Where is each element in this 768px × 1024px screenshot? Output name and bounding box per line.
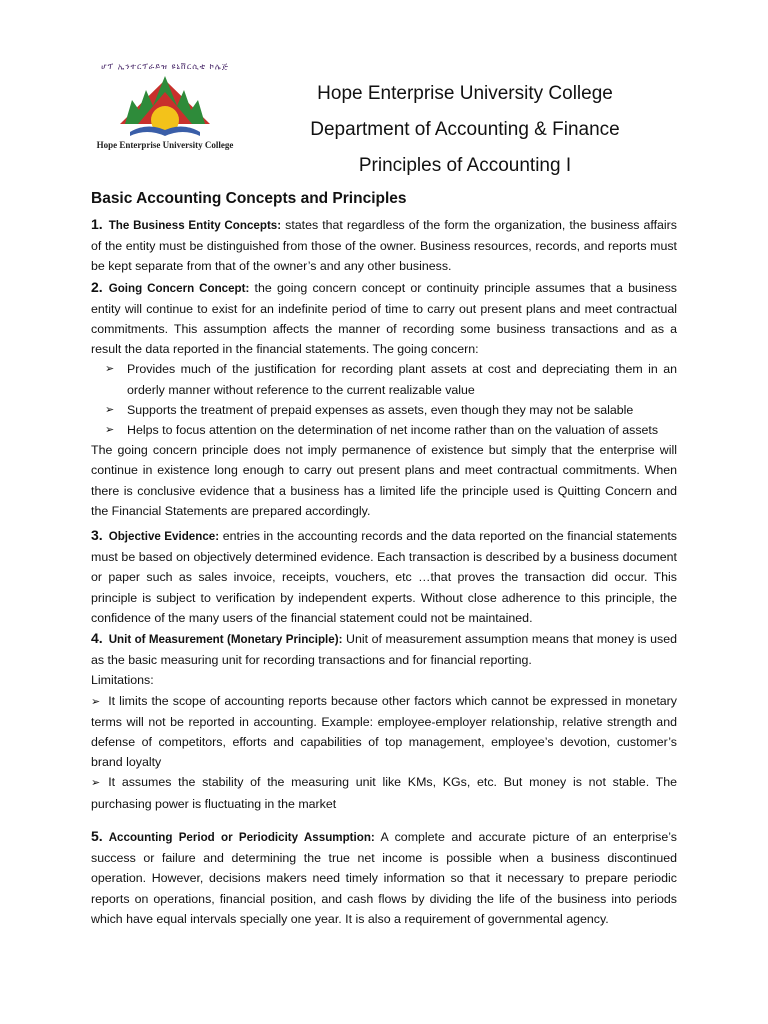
concept-unit-of-measurement xyxy=(91,628,677,670)
item-term: Accounting Period or Periodicity Assumption: xyxy=(108,830,375,844)
logo-arc-text: ሆፕ ኢንተርፕራይዝ ዩኒቨርሲቲ ኮሌጅ xyxy=(101,62,229,71)
arrow-bullet-icon: ➢ xyxy=(105,403,115,416)
concept-accounting-period xyxy=(91,826,677,929)
list-item xyxy=(105,359,677,399)
document-body xyxy=(91,188,677,929)
list-item xyxy=(105,420,677,440)
college-logo xyxy=(90,62,240,158)
concept-business-entity xyxy=(91,214,677,277)
item-term: Unit of Measurement (Monetary Principle): xyxy=(108,633,343,647)
bullet-text: Supports the treatment of prepaid expenses as assets, even though they may not be salable xyxy=(127,402,634,417)
item-text: entries in the accounting records and the data reported on the financial statements must be based on objectively determined evidence. Each transaction is described by a business document or paper such as sales invoice, receipts, vouchers, etc …that proves the transaction did occur. This principle is subject to verification by independent experts. Without close adherence to this principle, the confidence of the many users of the financial statement could not be maintained. xyxy=(91,529,677,625)
section-title: Basic Accounting Concepts and Principles xyxy=(91,190,407,207)
item-term: The Business Entity Concepts: xyxy=(108,219,282,232)
list-item xyxy=(105,400,677,420)
arrow-bullet-icon: ➢ xyxy=(91,695,101,708)
bullet-text: Provides much of the justification for recording plant assets at cost and depreciating them in an orderly manner without reference to the current realizable value xyxy=(127,362,677,397)
item-text: the going concern concept or continuity principle assumes that a business entity will continue to exist for an indefinite period of time to carry out present plans and meet contractual commitments. This assumption affects the manner of recording some business transactions and as a result the data reported in the financial statements. The going concern: xyxy=(91,280,677,357)
limitation-item xyxy=(91,772,677,813)
limitation-item xyxy=(91,691,677,773)
document-header xyxy=(250,76,680,184)
item-text: Unit of measurement assumption means that money is used as the basic measuring unit for recording transactions and for financial reporting. xyxy=(91,632,677,668)
arrow-bullet-icon: ➢ xyxy=(105,424,115,437)
item-number: 1. xyxy=(91,216,103,232)
item-number: 2. xyxy=(91,278,103,295)
item-number: 3. xyxy=(91,527,103,544)
logo-caption: Hope Enterprise University College xyxy=(96,140,234,150)
college-name: Hope Enterprise University College xyxy=(317,83,613,104)
logo-emblem-icon xyxy=(90,62,240,142)
item-term: Objective Evidence: xyxy=(108,530,220,544)
concept-objective-evidence xyxy=(91,525,677,628)
limitation-text: It limits the scope of accounting reports because other factors which cannot be expressed in monetary terms will not be reported in accounting. Example: employee-employer relationship, relative strength and defense of competitors, efforts and capabilities of top management, employee’s devotion, customer’s brand loyalty xyxy=(91,693,677,770)
going-concern-bullets xyxy=(91,359,677,440)
item-number: 4. xyxy=(91,630,103,647)
limitation-text: It assumes the stability of the measuring unit like KMs, KGs, etc. But money is not stable. The purchasing power is fluctuating in the market xyxy=(91,775,677,811)
arrow-bullet-icon: ➢ xyxy=(105,363,115,376)
going-concern-note: The going concern principle does not imply permanence of existence but simply that the enterprise will continue in existence long enough to carry out present plans and meet contractual commitments. When there is conclusive evidence that a business has a limited life the principle used is Quitting Concern and the Financial Statements are prepared accordingly. xyxy=(91,443,677,518)
item-text: A complete and accurate picture of an enterprise’s success or failure and determining the true net income is possible when a business discontinued operation. However, decisions makers need timely information so that it necessary to prepare periodic reports on operations, financial position, and cash flows by dividing the life of the business into periods which have equal intervals specially one year. It is also a requirement of governmental agency. xyxy=(91,829,677,926)
item-text: states that regardless of the form the organization, the business affairs of the entity must be distinguished from those of the owner. Business resources, records, and reports must be kept separate from that of the owner’s and any other business. xyxy=(91,218,678,274)
limitations-label: Limitations: xyxy=(91,673,154,688)
arrow-bullet-icon: ➢ xyxy=(91,777,101,790)
item-number: 5. xyxy=(91,827,103,844)
item-term: Going Concern Concept: xyxy=(108,281,250,295)
course-name: Principles of Accounting I xyxy=(358,155,572,176)
concept-going-concern xyxy=(91,277,677,360)
department-name: Department of Accounting & Finance xyxy=(310,119,620,140)
bullet-text: Helps to focus attention on the determination of net income rather than on the valuation of assets xyxy=(127,423,659,438)
